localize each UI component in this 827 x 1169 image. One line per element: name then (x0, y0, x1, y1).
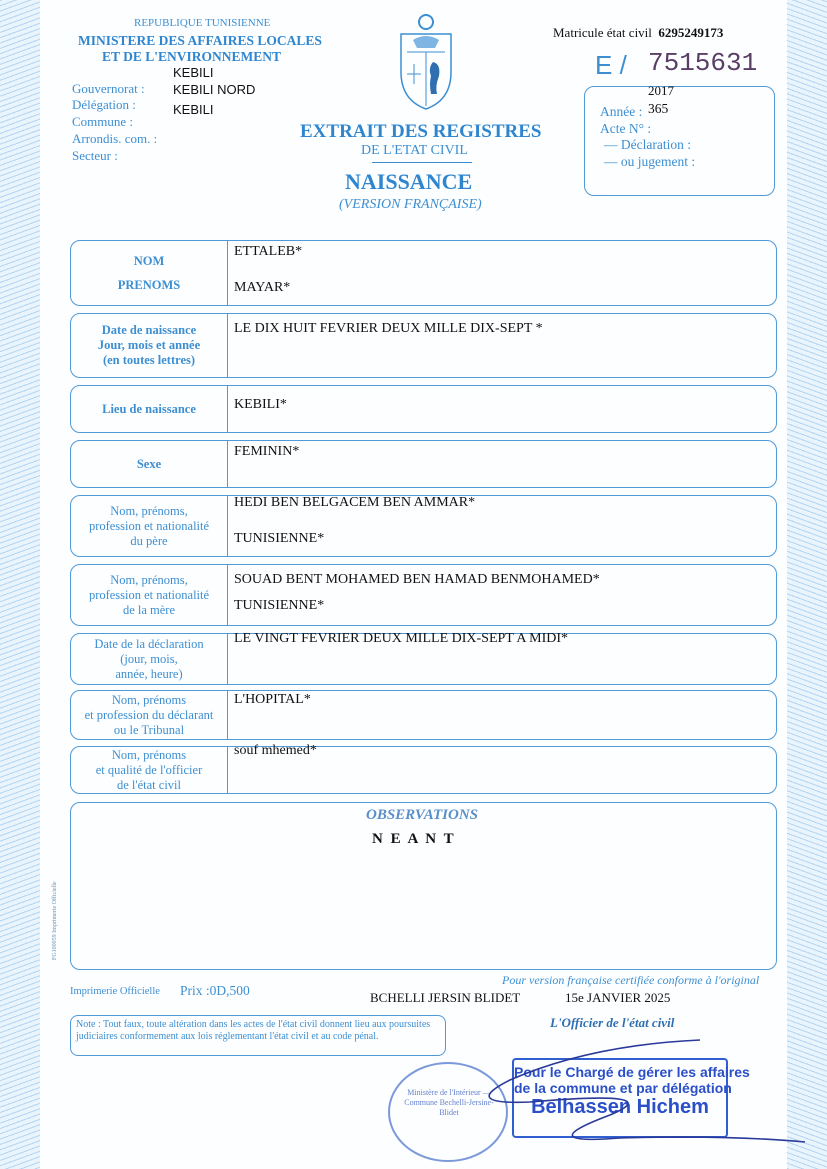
row-label (71, 565, 228, 625)
observations-value: N E A N T (372, 831, 456, 847)
certified-text: Pour version française certifiée conforme à l'original (502, 973, 760, 987)
gouvernorat-label: Gouvernorat : (72, 81, 145, 96)
row-value: LE VINGT FEVRIER DEUX MILLE DIX-SEPT A MIDI* (234, 631, 569, 646)
row-label-line: profession et nationalité (88, 518, 210, 533)
row-value: FEMININ* (234, 444, 300, 459)
row-label-line: PRENOMS (117, 277, 181, 292)
row-label (71, 386, 228, 432)
row-value: souf mhemed* (234, 743, 317, 758)
row-label-line: Nom, prénoms (111, 692, 187, 707)
row-label-line: année, heure) (115, 666, 183, 681)
observations-label: OBSERVATIONS (366, 807, 478, 823)
row-label-line: Date de la déclaration (94, 636, 204, 651)
row-value: TUNISIENNE* (234, 598, 325, 613)
row-label-line: ou le Tribunal (113, 722, 185, 737)
matricule-value: 6295249173 (658, 25, 724, 40)
ministry-line1: MINISTERE DES AFFAIRES LOCALES (78, 33, 322, 48)
price: Prix :0D,500 (180, 983, 250, 998)
printer-label: Imprimerie Officielle (70, 986, 160, 997)
delegation-label: Délégation : (72, 97, 136, 112)
annee-label: Année : (600, 104, 643, 119)
row-label-line: profession et nationalité (88, 587, 210, 602)
row-sexe (70, 440, 777, 488)
officer-title: L'Officier de l'état civil (550, 1015, 675, 1030)
row-value: SOUAD BENT MOHAMED BEN HAMAD BENMOHAMED* (234, 572, 600, 587)
row-label-line: NOM (133, 253, 165, 268)
row-label-line: Lieu de naissance (102, 401, 196, 416)
row-label-line: du père (130, 533, 168, 548)
matricule (553, 25, 723, 41)
side-print-code: FG100059 Imprimerie Officielle (52, 881, 58, 960)
title-etat-civil: DE L'ETAT CIVIL (361, 143, 468, 158)
row-value: L'HOPITAL* (234, 692, 311, 707)
row-value: KEBILI* (234, 397, 287, 412)
round-stamp-text: Ministère de l'Intérieur — Commune Bechelli-Jersine-Blidet (404, 1088, 494, 1117)
acte-label: Acte N° : (600, 121, 652, 136)
row-label (71, 241, 228, 305)
row-value: TUNISIENNE* (234, 531, 325, 546)
row-value: HEDI BEN BELGACEM BEN AMMAR* (234, 495, 476, 510)
arrondissement-label: Arrondis. com. : (72, 131, 158, 146)
observations-box (70, 802, 777, 970)
signature (470, 1020, 810, 1160)
row-label-line: de la mère (122, 602, 176, 617)
row-label-line: et qualité de l'officier (95, 762, 203, 777)
commune-value: KEBILI (173, 102, 214, 117)
title-version: (VERSION FRANÇAISE) (339, 197, 482, 212)
row-label-line: Jour, mois et année (97, 338, 201, 352)
title-divider (372, 162, 472, 163)
row-label (71, 747, 228, 793)
row-nom-prenoms (70, 240, 777, 306)
jugement-label: — ou jugement : (604, 154, 696, 169)
row-label-line: Nom, prénoms, (110, 503, 188, 518)
row-value: ETTALEB* (234, 244, 303, 259)
row-label (71, 314, 228, 377)
acte-year: 2017 (648, 83, 674, 98)
ministry-line2: ET DE L'ENVIRONNEMENT (102, 49, 282, 64)
row-label-line: Nom, prénoms, (110, 572, 188, 587)
row-value: LE DIX HUIT FEVRIER DEUX MILLE DIX-SEPT * (234, 321, 543, 336)
row-officier (70, 746, 777, 794)
row-label (71, 496, 228, 556)
issue-place: BCHELLI JERSIN BLIDET (370, 990, 521, 1005)
legal-note: Note : Tout faux, toute altération dans les actes de l'état civil donnent lieu aux poursuites judiciaires conformement aux lois réglementant l'état civil et au code pénal. (70, 1015, 446, 1056)
row-value: MAYAR* (234, 280, 291, 295)
row-label-line: Sexe (136, 456, 162, 471)
row-label-line: de l'état civil (116, 777, 182, 792)
issue-date: 15e JANVIER 2025 (565, 990, 671, 1005)
row-label (71, 691, 228, 739)
title-naissance: NAISSANCE (345, 169, 473, 194)
row-label-line: Nom, prénoms (111, 747, 187, 762)
republic: REPUBLIQUE TUNISIENNE (134, 17, 271, 29)
acte-number: 365 (648, 101, 669, 116)
gouvernorat-value: KEBILI (173, 65, 214, 80)
stamp-line2: de la commune et par délégation (514, 1080, 732, 1096)
serial-prefix: E / (595, 50, 627, 80)
row-label-line: et profession du déclarant (84, 707, 214, 722)
row-label-line: Date de naissance (101, 323, 197, 337)
matricule-label: Matricule état civil (553, 25, 652, 40)
secteur-label: Secteur : (72, 148, 118, 163)
guilloche-border-left (0, 0, 40, 1169)
row-label (71, 634, 228, 684)
title-extrait: EXTRAIT DES REGISTRES (300, 121, 542, 142)
serial-number: 7515631 (648, 48, 758, 78)
commune-label: Commune : (72, 114, 134, 129)
guilloche-border-right (787, 0, 827, 1169)
row-declarant (70, 690, 777, 740)
row-label-line: (en toutes lettres) (102, 353, 196, 367)
stamp-line1: Pour le Chargé de gérer les affaires (514, 1064, 750, 1080)
stamp-line3: Belhassen Hichem (531, 1096, 709, 1118)
tunisia-coat-of-arms-icon (395, 12, 457, 112)
row-lieu-naissance (70, 385, 777, 433)
row-label (71, 441, 228, 487)
delegation-value: KEBILI NORD (173, 82, 256, 97)
row-label-line: (jour, mois, (120, 651, 178, 666)
declaration-label: — Déclaration : (604, 137, 691, 152)
